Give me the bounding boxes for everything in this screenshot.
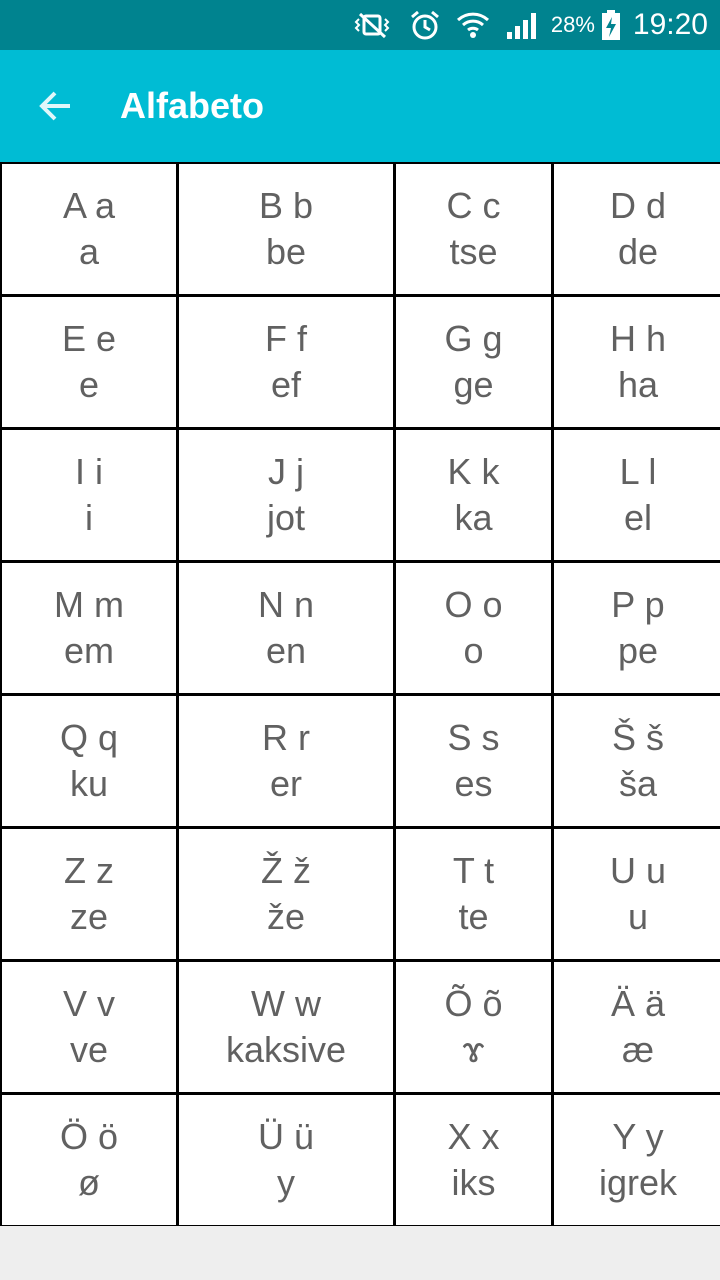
letter-label: G g: [444, 318, 503, 359]
letter-name: ef: [270, 364, 302, 405]
letter-cell[interactable]: [179, 297, 393, 427]
letter-label: P p: [611, 584, 665, 625]
letter-label: B b: [258, 185, 314, 226]
letter-label: V v: [62, 983, 115, 1024]
letter-cell[interactable]: [396, 696, 551, 826]
letter-label: Ö ö: [59, 1116, 119, 1157]
letter-cell[interactable]: [179, 563, 393, 693]
battery-charging-icon: [601, 9, 621, 41]
letter-name: ve: [69, 1029, 109, 1070]
back-button[interactable]: [28, 78, 84, 134]
letter-cell[interactable]: [396, 164, 551, 294]
letter-label: O o: [444, 584, 503, 625]
letter-name: ku: [69, 763, 109, 804]
letter-cell[interactable]: [179, 962, 393, 1092]
letter-name: iks: [451, 1162, 496, 1203]
letter-cell[interactable]: [554, 962, 720, 1092]
letter-label: D d: [609, 185, 667, 226]
letter-name: e: [78, 364, 100, 405]
letter-label: Õ õ: [444, 983, 503, 1024]
letter-cell[interactable]: [396, 430, 551, 560]
letter-label: F f: [265, 318, 307, 359]
arrow-back-icon: [38, 88, 74, 124]
letter-name: ø: [78, 1162, 100, 1203]
wifi-icon: [455, 9, 491, 41]
letter-cell[interactable]: [554, 164, 720, 294]
letter-cell[interactable]: [554, 563, 720, 693]
letter-cell[interactable]: [554, 297, 720, 427]
cell-signal-icon: [505, 10, 539, 40]
letter-name: el: [623, 497, 653, 538]
letter-label: Š š: [611, 717, 664, 758]
letter-name: te: [458, 896, 489, 937]
letter-name: en: [265, 630, 307, 671]
letter-cell[interactable]: [2, 563, 176, 693]
letter-label: Y y: [612, 1116, 664, 1157]
letter-name: a: [78, 231, 100, 272]
letter-label: N n: [257, 584, 315, 625]
letter-label: T t: [452, 850, 495, 891]
letter-name: kaksive: [225, 1029, 347, 1070]
letter-label: Ž ž: [261, 850, 311, 891]
letter-name: ɤ: [462, 1029, 485, 1070]
letter-cell[interactable]: [2, 164, 176, 294]
letter-cell[interactable]: [554, 1095, 720, 1225]
letter-name: pe: [617, 630, 659, 671]
letter-name: o: [463, 630, 484, 671]
letter-cell[interactable]: [2, 1095, 176, 1225]
letter-cell[interactable]: [554, 696, 720, 826]
letter-label: J j: [268, 451, 304, 492]
letter-cell[interactable]: [554, 430, 720, 560]
letter-cell[interactable]: [2, 829, 176, 959]
letter-name: ha: [617, 364, 659, 405]
letter-label: K k: [447, 451, 500, 492]
alphabet-grid: [0, 162, 720, 1226]
letter-name: ge: [453, 364, 494, 405]
vibrate-mute-icon: [351, 10, 395, 40]
letter-name: em: [63, 630, 114, 671]
letter-cell[interactable]: [396, 962, 551, 1092]
letter-cell[interactable]: [179, 164, 393, 294]
letter-cell[interactable]: [179, 829, 393, 959]
letter-label: Ü ü: [257, 1116, 315, 1157]
letter-cell[interactable]: [554, 829, 720, 959]
letter-label: X x: [447, 1116, 500, 1157]
clock: 19:20: [632, 8, 708, 41]
letter-name: že: [266, 896, 306, 937]
letter-label: C c: [446, 185, 501, 226]
letter-name: de: [617, 231, 659, 272]
letter-cell[interactable]: [179, 430, 393, 560]
letter-cell[interactable]: [396, 563, 551, 693]
letter-label: E e: [61, 318, 117, 359]
page-title: Alfabeto: [120, 85, 264, 126]
letter-name: be: [265, 231, 307, 272]
letter-label: I i: [74, 451, 103, 492]
letter-cell[interactable]: [396, 297, 551, 427]
letter-label: Q q: [59, 717, 119, 758]
letter-label: R r: [262, 717, 310, 758]
battery-percent: 28%: [550, 12, 595, 37]
letter-name: es: [454, 763, 493, 804]
status-bar: [0, 0, 720, 50]
letter-name: er: [269, 763, 302, 804]
letter-cell[interactable]: [2, 696, 176, 826]
letter-cell[interactable]: [2, 297, 176, 427]
letter-label: L l: [619, 451, 657, 492]
letter-label: Ä ä: [610, 983, 666, 1024]
letter-cell[interactable]: [179, 696, 393, 826]
letter-label: Z z: [64, 850, 114, 891]
letter-name: u: [627, 896, 649, 937]
letter-name: jot: [266, 497, 306, 538]
letter-name: i: [85, 497, 93, 538]
letter-name: ša: [618, 763, 658, 804]
app-bar: [0, 50, 720, 162]
letter-label: H h: [609, 318, 667, 359]
alarm-icon: [409, 9, 441, 41]
letter-label: S s: [447, 717, 500, 758]
letter-cell[interactable]: [396, 829, 551, 959]
letter-label: U u: [609, 850, 667, 891]
letter-name: ze: [69, 896, 109, 937]
letter-label: W w: [251, 983, 321, 1024]
letter-label: M m: [54, 584, 124, 625]
letter-cell[interactable]: [2, 962, 176, 1092]
letter-cell[interactable]: [2, 430, 176, 560]
letter-name: igrek: [598, 1162, 678, 1203]
letter-cell[interactable]: [396, 1095, 551, 1225]
letter-name: tse: [449, 231, 498, 272]
letter-name: ka: [454, 497, 493, 538]
letter-cell[interactable]: [179, 1095, 393, 1225]
letter-label: A a: [62, 185, 116, 226]
letter-name: æ: [621, 1029, 654, 1070]
letter-name: y: [277, 1162, 295, 1203]
